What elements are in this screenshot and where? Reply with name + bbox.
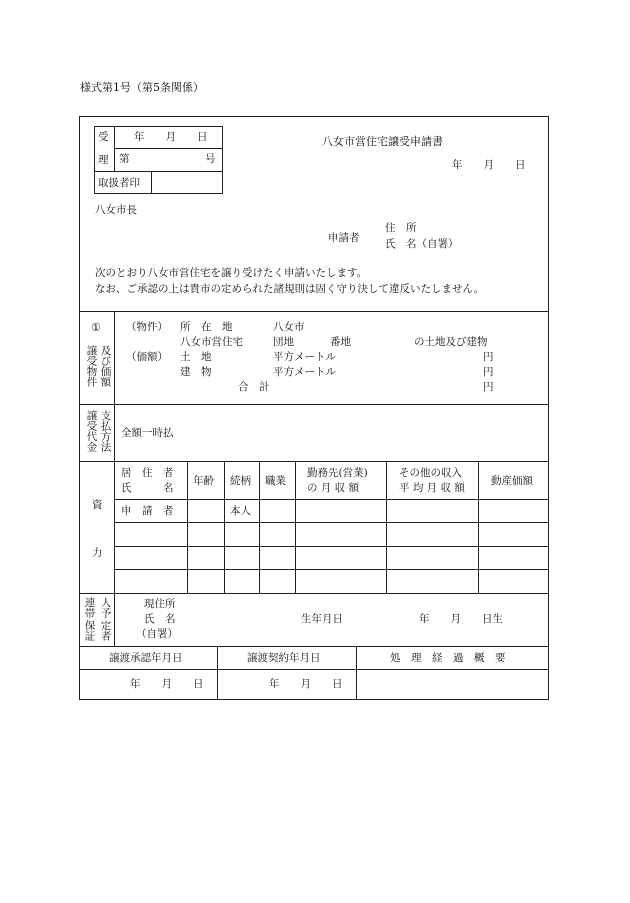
danchi-label: 団地 (273, 336, 294, 348)
applicant-address-label: 住 所 (385, 222, 417, 234)
price-label: （価額） (126, 351, 168, 363)
location-city: 八女市 (273, 321, 305, 333)
applicant-label: 申請者 (328, 232, 360, 244)
header-other-income-1: その他の収入 (399, 467, 462, 479)
declaration-line-1: 次のとおり八女市営住宅を譲り受けたく申請いたします。 (95, 267, 368, 279)
form-number: 様式第1号（第5条関係） (80, 81, 204, 94)
assets-side-label-1: 資 (92, 499, 103, 511)
location-label: 所 在 地 (180, 321, 233, 333)
circled-number: ① (91, 321, 101, 334)
total-price-unit: 円 (483, 381, 494, 393)
header-workplace-1: 勤務先(営業) (307, 467, 368, 479)
payment-side-label-1: 譲受代金 (85, 410, 98, 452)
building-label: 建 物 (180, 366, 212, 378)
property-side-label-2: 及び価額 (99, 345, 112, 387)
building-price-unit: 円 (483, 366, 494, 378)
reception-dai: 第 (119, 153, 130, 165)
guarantor-name-label: 氏 名 (144, 613, 176, 625)
housing-name: 八女市営住宅 (180, 336, 243, 348)
addressee: 八女市長 (95, 204, 137, 216)
stamp-label: 取扱者印 (98, 177, 140, 189)
guarantor-side-label-2: 保証 (83, 620, 96, 641)
header-contract-date: 譲渡契約年月日 (247, 652, 321, 664)
property-label: （物件） (126, 321, 168, 333)
guarantor-signature-label: （自署） (136, 628, 178, 640)
guarantor-side-label-3: 人予 (99, 597, 112, 618)
reception-date: 年 月 日 (134, 131, 208, 143)
header-workplace-2: の 月 収 額 (307, 482, 360, 494)
contract-date-value: 年 月 日 (269, 678, 343, 690)
header-resident-1: 居 住 者 (121, 467, 174, 479)
land-label: 土 地 (180, 351, 212, 363)
property-side-label-1: 譲受物件 (85, 345, 98, 387)
header-approval-date: 譲渡承認年月日 (109, 652, 183, 664)
payment-side-label-2: 支払方法 (99, 410, 112, 452)
guarantor-address-label: 現住所 (144, 598, 176, 610)
header-resident-2: 氏 名 (121, 482, 174, 494)
application-date: 年 月 日 (452, 159, 526, 171)
reception-label-ri: 理 (98, 154, 109, 166)
header-process-summary: 処 理 経 過 概 要 (390, 652, 506, 664)
declaration-line-2: なお、ご承認の上は貴市の定められた諸規則は固く守り決して違反いたしません。 (95, 283, 485, 295)
applicant-name-label: 氏 名（自署） (385, 238, 459, 250)
birthdate-value: 年 月 日生 (419, 613, 503, 625)
land-price-unit: 円 (483, 351, 494, 363)
assets-side-label-2: 力 (92, 547, 103, 559)
header-relation: 続柄 (230, 475, 251, 487)
reception-label-uke: 受 (98, 131, 109, 143)
birthdate-label: 生年月日 (301, 613, 343, 625)
reception-go: 号 (205, 153, 216, 165)
land-building-label: の土地及び建物 (414, 336, 488, 348)
header-occupation: 職業 (265, 475, 286, 487)
payment-method: 全額一時払 (121, 427, 174, 439)
approval-date-value: 年 月 日 (130, 678, 204, 690)
header-other-income-2: 平 均 月 収 額 (399, 482, 465, 494)
header-movable-assets: 動産価額 (491, 475, 533, 487)
land-area-unit: 平方メートル (273, 351, 336, 363)
total-label: 合 計 (238, 381, 270, 393)
applicant-relation: 本人 (230, 505, 251, 517)
applicant-row-label: 申 請 者 (121, 505, 174, 517)
guarantor-side-label-1: 連帯 (83, 597, 96, 618)
guarantor-side-label-4: 定者 (99, 620, 112, 641)
header-age: 年齢 (193, 475, 214, 487)
banchi-label: 番地 (330, 336, 351, 348)
form-title: 八女市営住宅譲受申請書 (322, 135, 443, 148)
building-area-unit: 平方メートル (273, 366, 336, 378)
